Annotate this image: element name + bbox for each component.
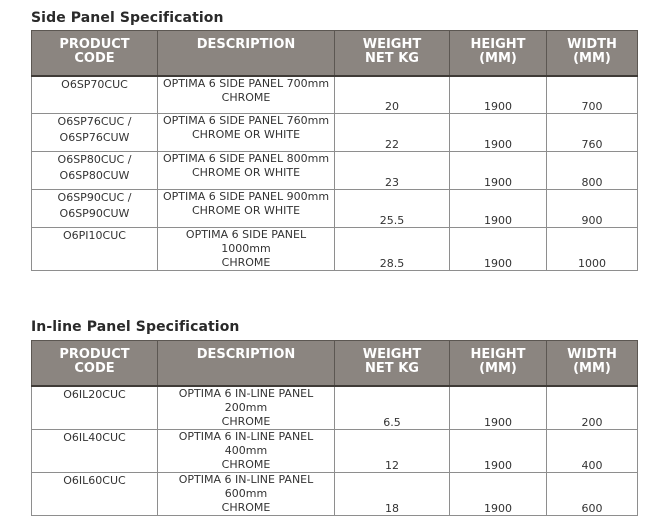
description-line: OPTIMA 6 SIDE PANEL 700mm	[162, 76, 330, 90]
product-code-cell	[32, 472, 158, 515]
table-row	[32, 429, 638, 472]
width-cell: 600	[547, 472, 638, 515]
height-cell: 1900	[450, 429, 547, 472]
product-code: O6SP80CUW	[59, 169, 130, 182]
height-cell: 1900	[450, 152, 547, 190]
width-header	[547, 341, 638, 386]
product-code-cell	[32, 386, 158, 430]
product-code: O6SP76CUW	[59, 131, 130, 144]
description-line: CHROME	[221, 90, 271, 104]
header-line: PRODUCT	[59, 37, 130, 52]
header-line: WEIGHT	[362, 37, 422, 52]
description-cell	[158, 152, 335, 190]
product-code: O6SP90CUC /	[57, 191, 132, 204]
product-code-cell	[32, 228, 158, 271]
header-line: HEIGHT	[470, 347, 526, 362]
description-cell	[158, 114, 335, 152]
weight-cell: 23	[335, 152, 450, 190]
weight-header	[335, 341, 450, 386]
height-cell: 1900	[450, 228, 547, 271]
header-line: (MM)	[573, 361, 611, 376]
description-line: OPTIMA 6 SIDE PANEL 800mm	[162, 152, 330, 165]
description-cell	[158, 429, 335, 472]
product-code-cell	[32, 429, 158, 472]
product-code-header	[32, 31, 158, 76]
header-line: DESCRIPTION	[196, 347, 296, 362]
header-line: (MM)	[479, 51, 517, 66]
product-code: O6IL60CUC	[63, 473, 126, 487]
description-cell	[158, 228, 335, 271]
height-cell: 1900	[450, 76, 547, 114]
table-row	[32, 152, 638, 190]
product-code: O6SP90CUW	[59, 207, 130, 220]
table-row	[32, 114, 638, 152]
header-line: CODE	[74, 51, 115, 66]
width-cell: 200	[547, 386, 638, 430]
description-line: CHROME OR WHITE	[191, 166, 301, 179]
width-cell: 1000	[547, 228, 638, 271]
height-header	[450, 341, 547, 386]
height-cell: 1900	[450, 190, 547, 228]
description-line: OPTIMA 6 SIDE PANEL 760mm	[162, 114, 330, 127]
product-code: O6PI10CUC	[63, 229, 126, 242]
description-header	[158, 341, 335, 386]
height-cell: 1900	[450, 472, 547, 515]
header-line: PRODUCT	[59, 347, 130, 362]
weight-cell: 28.5	[335, 228, 450, 271]
product-code: O6IL20CUC	[63, 387, 126, 401]
product-code-header	[32, 341, 158, 386]
product-code-cell	[32, 152, 158, 190]
table-row	[32, 386, 638, 430]
inline-panel-title: In-line Panel Specification	[31, 319, 240, 335]
table-row	[32, 76, 638, 114]
weight-cell: 12	[335, 429, 450, 472]
height-cell: 1900	[450, 114, 547, 152]
header-line: HEIGHT	[470, 37, 526, 52]
product-code: O6IL40CUC	[63, 430, 126, 444]
description-line: CHROME	[221, 256, 271, 269]
product-code: O6SP76CUC /	[57, 115, 132, 128]
side-panel-title: Side Panel Specification	[31, 10, 224, 26]
header-line: WIDTH	[567, 347, 617, 362]
product-code-cell	[32, 76, 158, 114]
weight-cell: 18	[335, 472, 450, 515]
width-cell: 900	[547, 190, 638, 228]
header-line: CODE	[74, 361, 115, 376]
description-line: OPTIMA 6 IN-LINE PANEL 600mm	[178, 472, 314, 500]
width-header	[547, 31, 638, 76]
description-line: CHROME	[221, 457, 271, 471]
header-line: WIDTH	[567, 37, 617, 52]
weight-cell: 25.5	[335, 190, 450, 228]
description-cell	[158, 472, 335, 515]
product-code-cell	[32, 114, 158, 152]
description-line: OPTIMA 6 SIDE PANEL 1000mm	[185, 228, 307, 255]
height-header	[450, 31, 547, 76]
width-cell: 800	[547, 152, 638, 190]
product-code-cell	[32, 190, 158, 228]
product-code: O6SP70CUC	[61, 77, 128, 91]
header-line: NET KG	[365, 361, 419, 376]
weight-header	[335, 31, 450, 76]
table-row	[32, 472, 638, 515]
description-line: CHROME	[221, 414, 271, 428]
table-row	[32, 190, 638, 228]
description-line: CHROME OR WHITE	[191, 204, 301, 217]
description-line: OPTIMA 6 SIDE PANEL 900mm	[162, 190, 330, 203]
header-row	[32, 341, 638, 386]
width-cell: 700	[547, 76, 638, 114]
table-row	[32, 228, 638, 271]
description-cell	[158, 190, 335, 228]
header-line: DESCRIPTION	[196, 37, 296, 52]
side-panel-table	[31, 30, 638, 271]
description-header	[158, 31, 335, 76]
description-cell	[158, 386, 335, 430]
height-cell: 1900	[450, 386, 547, 430]
weight-cell: 20	[335, 76, 450, 114]
header-line: (MM)	[479, 361, 517, 376]
width-cell: 760	[547, 114, 638, 152]
product-code: O6SP80CUC /	[57, 153, 132, 166]
width-cell: 400	[547, 429, 638, 472]
header-line: WEIGHT	[362, 347, 422, 362]
header-row	[32, 31, 638, 76]
header-line: NET KG	[365, 51, 419, 66]
description-cell	[158, 76, 335, 114]
inline-panel-table	[31, 340, 638, 516]
description-line: CHROME	[221, 500, 271, 514]
weight-cell: 6.5	[335, 386, 450, 430]
description-line: CHROME OR WHITE	[191, 128, 301, 141]
header-line: (MM)	[573, 51, 611, 66]
description-line: OPTIMA 6 IN-LINE PANEL 400mm	[178, 429, 314, 457]
description-line: OPTIMA 6 IN-LINE PANEL 200mm	[178, 386, 314, 414]
weight-cell: 22	[335, 114, 450, 152]
